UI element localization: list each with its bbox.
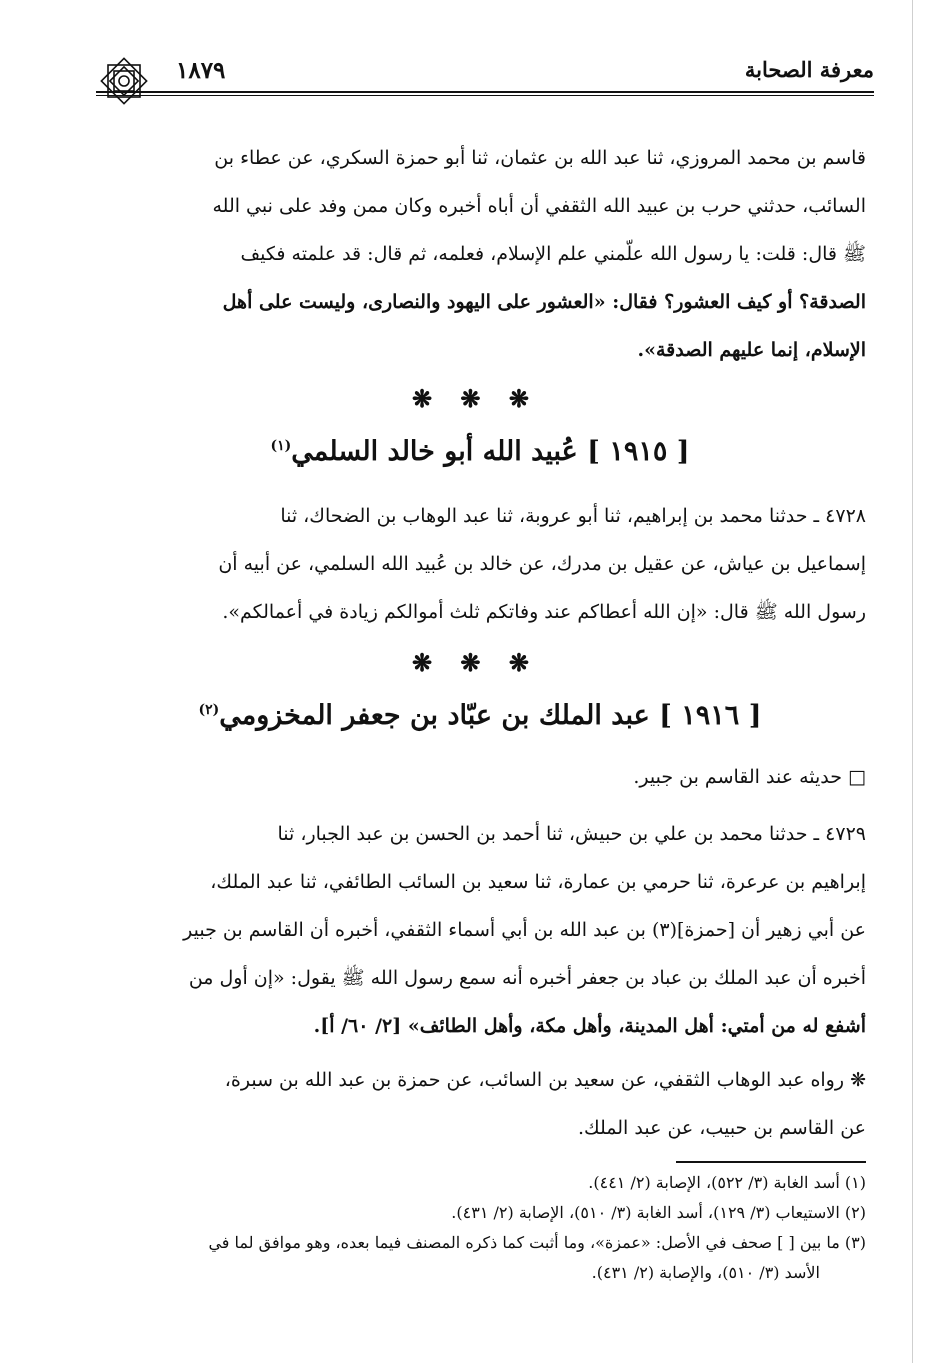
- footnote-2: (٢) الاستيعاب (٣/ ١٢٩)، أسد الغابة (٣/ ٥١٠)، الإصابة (٢/ ٤٣١).: [451, 1203, 866, 1222]
- section-separator: ❋ ❋ ❋: [411, 648, 540, 677]
- star-ornament-icon: [96, 53, 152, 109]
- entry-heading-1916: [100, 700, 860, 731]
- riwaya-paragraph: [108, 1056, 866, 1152]
- text-line: إبراهيم بن عرعرة، ثنا حرمي بن عمارة، ثنا سعيد بن السائب الطائفي، ثنا عبد الملك،: [210, 871, 866, 893]
- footnote-marker: (٢): [198, 702, 220, 718]
- text-line: الصدقة؟ أو كيف العشور؟ فقال: «العشور على اليهود والنصارى، وليست على أهل: [222, 291, 866, 313]
- footnote-rule: [676, 1161, 866, 1163]
- text-line: عن أبي زهير أن [حمزة](٣) بن عبد الله بن أبي أسماء الثقفي، أخبره أن القاسم بن جبير: [183, 919, 866, 941]
- running-title: معرفة الصحابة: [744, 57, 874, 82]
- text-line: إسماعيل بن عياش، عن عقيل بن مدرك، عن خالد بن عُبيد الله السلمي، عن أبيه أن: [218, 553, 866, 575]
- text-line: الإسلام، إنما عليهم الصدقة».: [637, 339, 866, 361]
- text-line: ❋ رواه عبد الوهاب الثقفي، عن سعيد بن السائب، عن حمزة بن عبد الله بن سبرة،: [224, 1069, 866, 1091]
- footnotes: [104, 1168, 866, 1288]
- text-line: قاسم بن محمد المروزي، ثنا عبد الله بن عثمان، ثنا أبو حمزة السكري، عن عطاء بن: [214, 147, 866, 169]
- footnote-marker: (١): [270, 438, 292, 454]
- intro-paragraph: [108, 134, 866, 374]
- footnote-3: (٣) ما بين [ ] صحف في الأصل: «عمزة»، وما أثبت كما ذكره المصنف فيما بعده، وهو موافق لما في: [208, 1233, 866, 1252]
- text-line: عن القاسم بن حبيب، عن عبد الملك.: [577, 1117, 866, 1139]
- text-line: ﷺ قال: قلت: يا رسول الله علّمني علم الإسلام، فعلمه، ثم قال: قد علمته فكيف: [240, 243, 866, 265]
- heading-text: [ ١٩١٦ ] عبد الملك بن عبّاد بن جعفر المخزومي: [219, 700, 762, 731]
- text-line: السائب، حدثني حرب بن عبيد الله الثقفي أن أباه أخبره وكان ممن وفد على نبي الله: [212, 195, 866, 217]
- text-line: رسول الله ﷺ قال: «إن الله أعطاكم عند وفاتكم ثلث أموالكم زيادة في أعمالكم».: [222, 601, 866, 623]
- footnote-3-continued: الأسد (٣/ ٥١٠)، والإصابة (٢/ ٤٣١).: [591, 1263, 820, 1282]
- heading-text: [ ١٩١٥ ] عُبيد الله أبو خالد السلمي: [291, 436, 690, 467]
- footnote-1: (١) أسد الغابة (٣/ ٥٢٢)، الإصابة (٢/ ٤٤١).: [588, 1173, 866, 1192]
- hadith-source-note: □ حديثه عند القاسم بن جبير.: [633, 766, 866, 788]
- text-line: أخبره أن عبد الملك بن عباد بن جعفر أخبره أنه سمع رسول الله ﷺ يقول: «إن أول من: [188, 967, 866, 989]
- header-rule-thin: [96, 95, 874, 96]
- section-separator: ❋ ❋ ❋: [411, 384, 540, 413]
- hadith-4728: [108, 492, 866, 636]
- entry-heading-1915: [100, 436, 860, 467]
- page-header: [96, 55, 874, 99]
- text-line: ٤٧٢٨ ـ حدثنا محمد بن إبراهيم، ثنا أبو عروبة، ثنا عبد الوهاب بن الضحاك، ثنا: [280, 505, 866, 527]
- header-rule: [96, 91, 874, 93]
- page-edge-line: [912, 0, 913, 1363]
- text-line: أشفع له من أمتي: أهل المدينة، وأهل مكة، وأهل الطائف» [٢/ ٦٠/ أ].: [313, 1015, 866, 1037]
- hadith-4729: [108, 810, 866, 1050]
- page-number: ١٨٧٩: [176, 57, 226, 84]
- text-line: ٤٧٢٩ ـ حدثنا محمد بن علي بن حبيش، ثنا أحمد بن الحسن بن عبد الجبار، ثنا: [277, 823, 866, 845]
